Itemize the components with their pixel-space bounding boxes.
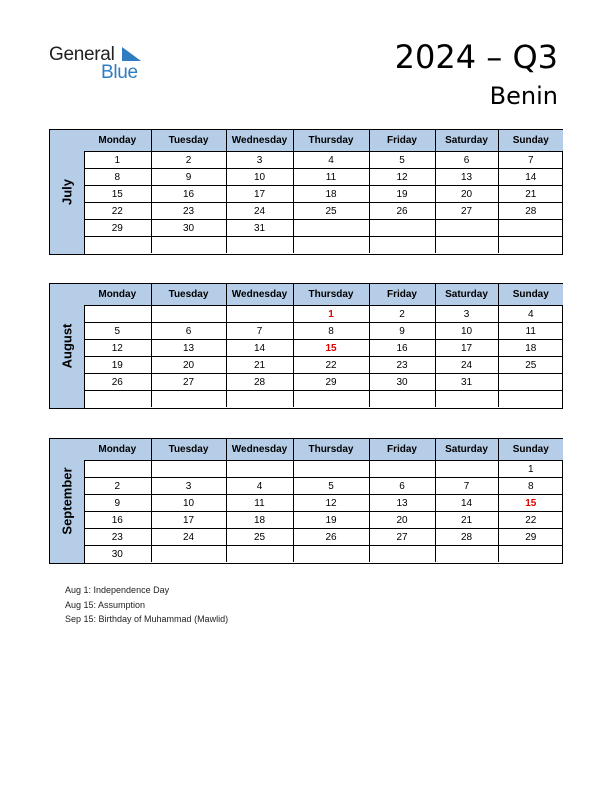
empty-day-cell: [435, 220, 498, 237]
day-cell: 30: [369, 374, 435, 391]
day-cell: 4: [226, 478, 293, 495]
week-row: [84, 529, 563, 546]
weekday-header: Saturday: [435, 130, 498, 152]
empty-day-cell: [151, 546, 226, 563]
day-cell: 28: [226, 374, 293, 391]
day-cell: 25: [293, 203, 369, 220]
calendar-grid: [84, 284, 563, 407]
weekday-header: Thursday: [293, 284, 369, 306]
day-cell: 2: [84, 478, 151, 495]
empty-day-cell: [226, 306, 293, 323]
generalblue-logo: [49, 44, 149, 84]
empty-day-cell: [84, 461, 151, 478]
empty-day-cell: [151, 391, 226, 408]
weekday-header: Thursday: [293, 439, 369, 461]
day-cell: 4: [293, 152, 369, 169]
weekday-header: Friday: [369, 439, 435, 461]
day-cell: 20: [151, 357, 226, 374]
day-cell: 16: [151, 186, 226, 203]
empty-day-cell: [498, 237, 563, 254]
empty-day-cell: [293, 237, 369, 254]
day-cell: 12: [369, 169, 435, 186]
day-cell: 11: [498, 323, 563, 340]
weekday-header: Wednesday: [226, 284, 293, 306]
day-cell: 14: [226, 340, 293, 357]
month-name: July: [59, 178, 75, 206]
day-cell: 3: [226, 152, 293, 169]
day-cell: 29: [84, 220, 151, 237]
empty-day-cell: [84, 391, 151, 408]
day-cell: 27: [151, 374, 226, 391]
day-cell: 18: [226, 512, 293, 529]
empty-day-cell: [435, 237, 498, 254]
empty-day-cell: [293, 546, 369, 563]
day-cell: 5: [84, 323, 151, 340]
month-label: [50, 130, 85, 254]
day-cell: 19: [84, 357, 151, 374]
empty-day-cell: [369, 237, 435, 254]
week-row: [84, 461, 563, 478]
day-cell: 19: [369, 186, 435, 203]
day-cell: 11: [293, 169, 369, 186]
day-cell: 11: [226, 495, 293, 512]
day-cell: 17: [226, 186, 293, 203]
day-cell: 25: [226, 529, 293, 546]
day-cell: 9: [369, 323, 435, 340]
day-cell: 17: [151, 512, 226, 529]
day-cell: 3: [435, 306, 498, 323]
day-cell: 6: [435, 152, 498, 169]
day-cell: 8: [84, 169, 151, 186]
month-name: August: [59, 323, 75, 369]
day-cell: 13: [435, 169, 498, 186]
day-cell: 15: [84, 186, 151, 203]
month-name: September: [59, 467, 75, 535]
day-cell: 5: [293, 478, 369, 495]
day-cell: 25: [498, 357, 563, 374]
country-name: Benin: [489, 82, 558, 110]
weekday-header-row: [84, 284, 563, 306]
day-cell: 1: [84, 152, 151, 169]
empty-day-cell: [435, 461, 498, 478]
logo-general-text: General: [49, 44, 115, 65]
day-cell: 7: [226, 323, 293, 340]
empty-day-cell: [498, 546, 563, 563]
day-cell: 24: [435, 357, 498, 374]
month-block-september: [49, 438, 563, 564]
week-row: [84, 203, 563, 220]
empty-day-cell: [226, 546, 293, 563]
day-cell: 23: [369, 357, 435, 374]
day-cell: 27: [369, 529, 435, 546]
day-cell: 1: [498, 461, 563, 478]
day-cell: 31: [226, 220, 293, 237]
holiday-note: Aug 15: Assumption: [65, 599, 146, 610]
day-cell: 26: [293, 529, 369, 546]
day-cell: 8: [293, 323, 369, 340]
weekday-header: Thursday: [293, 130, 369, 152]
empty-day-cell: [84, 306, 151, 323]
day-cell: 28: [435, 529, 498, 546]
weekday-header: Saturday: [435, 439, 498, 461]
day-cell: 18: [293, 186, 369, 203]
day-cell: 7: [498, 152, 563, 169]
day-cell: 13: [151, 340, 226, 357]
weekday-header-row: [84, 130, 563, 152]
day-cell: 24: [151, 529, 226, 546]
week-row: [84, 374, 563, 391]
week-row: [84, 478, 563, 495]
week-row: [84, 323, 563, 340]
day-cell: 26: [84, 374, 151, 391]
empty-day-cell: [369, 220, 435, 237]
day-cell: 23: [151, 203, 226, 220]
empty-day-cell: [498, 391, 563, 408]
empty-day-cell: [498, 374, 563, 391]
weekday-header: Sunday: [498, 284, 563, 306]
day-cell: 20: [435, 186, 498, 203]
day-cell: 22: [293, 357, 369, 374]
day-cell: 21: [435, 512, 498, 529]
day-cell: 2: [151, 152, 226, 169]
empty-day-cell: [369, 461, 435, 478]
weekday-header: Monday: [84, 284, 151, 306]
day-cell: 4: [498, 306, 563, 323]
day-cell: 28: [498, 203, 563, 220]
week-row: [84, 512, 563, 529]
logo-triangle-icon: [122, 47, 141, 61]
day-cell: 12: [293, 495, 369, 512]
day-cell: 14: [498, 169, 563, 186]
holiday-note: Sep 15: Birthday of Muhammad (Mawlid): [65, 614, 229, 624]
empty-day-cell: [435, 546, 498, 563]
weekday-header: Friday: [369, 284, 435, 306]
holiday-notes: [65, 583, 228, 627]
day-cell: 21: [498, 186, 563, 203]
day-cell: 23: [84, 529, 151, 546]
weekday-header: Tuesday: [151, 284, 226, 306]
week-row: [84, 340, 563, 357]
day-cell: 22: [498, 512, 563, 529]
weekday-header: Wednesday: [226, 439, 293, 461]
day-cell: 15: [293, 340, 369, 357]
day-cell: 1: [293, 306, 369, 323]
empty-day-cell: [435, 391, 498, 408]
weekday-header: Sunday: [498, 439, 563, 461]
week-row: [84, 169, 563, 186]
day-cell: 18: [498, 340, 563, 357]
day-cell: 30: [151, 220, 226, 237]
page-title: 2024 – Q3: [394, 38, 558, 76]
day-cell: 10: [151, 495, 226, 512]
weekday-header: Sunday: [498, 130, 563, 152]
day-cell: 7: [435, 478, 498, 495]
day-cell: 26: [369, 203, 435, 220]
empty-day-cell: [293, 391, 369, 408]
month-label: [50, 284, 85, 408]
empty-day-cell: [151, 461, 226, 478]
month-block-july: [49, 129, 563, 255]
empty-day-cell: [369, 546, 435, 563]
day-cell: 29: [293, 374, 369, 391]
day-cell: 17: [435, 340, 498, 357]
empty-day-cell: [151, 237, 226, 254]
empty-day-cell: [293, 220, 369, 237]
day-cell: 30: [84, 546, 151, 563]
weekday-header: Wednesday: [226, 130, 293, 152]
holiday-note: Aug 1: Independence Day: [65, 585, 170, 595]
week-row: [84, 546, 563, 563]
day-cell: 9: [151, 169, 226, 186]
empty-day-cell: [151, 306, 226, 323]
week-row: [84, 306, 563, 323]
day-cell: 29: [498, 529, 563, 546]
day-cell: 13: [369, 495, 435, 512]
day-cell: 3: [151, 478, 226, 495]
weekday-header: Monday: [84, 130, 151, 152]
week-row: [84, 357, 563, 374]
weekday-header-row: [84, 439, 563, 461]
day-cell: 20: [369, 512, 435, 529]
empty-day-cell: [84, 237, 151, 254]
day-cell: 10: [226, 169, 293, 186]
day-cell: 31: [435, 374, 498, 391]
day-cell: 16: [84, 512, 151, 529]
month-block-august: [49, 283, 563, 409]
logo-blue-text: Blue: [101, 62, 138, 83]
day-cell: 14: [435, 495, 498, 512]
weekday-header: Tuesday: [151, 439, 226, 461]
weekday-header: Saturday: [435, 284, 498, 306]
day-cell: 6: [151, 323, 226, 340]
weekday-header: Friday: [369, 130, 435, 152]
empty-day-cell: [498, 220, 563, 237]
empty-day-cell: [226, 391, 293, 408]
weekday-header: Monday: [84, 439, 151, 461]
day-cell: 8: [498, 478, 563, 495]
week-row: [84, 237, 563, 254]
week-row: [84, 495, 563, 512]
day-cell: 5: [369, 152, 435, 169]
calendar-grid: [84, 439, 563, 562]
day-cell: 22: [84, 203, 151, 220]
weekday-header: Tuesday: [151, 130, 226, 152]
day-cell: 6: [369, 478, 435, 495]
week-row: [84, 186, 563, 203]
day-cell: 19: [293, 512, 369, 529]
empty-day-cell: [226, 461, 293, 478]
day-cell: 24: [226, 203, 293, 220]
day-cell: 16: [369, 340, 435, 357]
day-cell: 27: [435, 203, 498, 220]
day-cell: 21: [226, 357, 293, 374]
day-cell: 10: [435, 323, 498, 340]
day-cell: 15: [498, 495, 563, 512]
week-row: [84, 152, 563, 169]
calendar-grid: [84, 130, 563, 253]
empty-day-cell: [293, 461, 369, 478]
day-cell: 12: [84, 340, 151, 357]
empty-day-cell: [226, 237, 293, 254]
empty-day-cell: [369, 391, 435, 408]
week-row: [84, 220, 563, 237]
day-cell: 2: [369, 306, 435, 323]
day-cell: 9: [84, 495, 151, 512]
month-label: [50, 439, 85, 563]
week-row: [84, 391, 563, 408]
